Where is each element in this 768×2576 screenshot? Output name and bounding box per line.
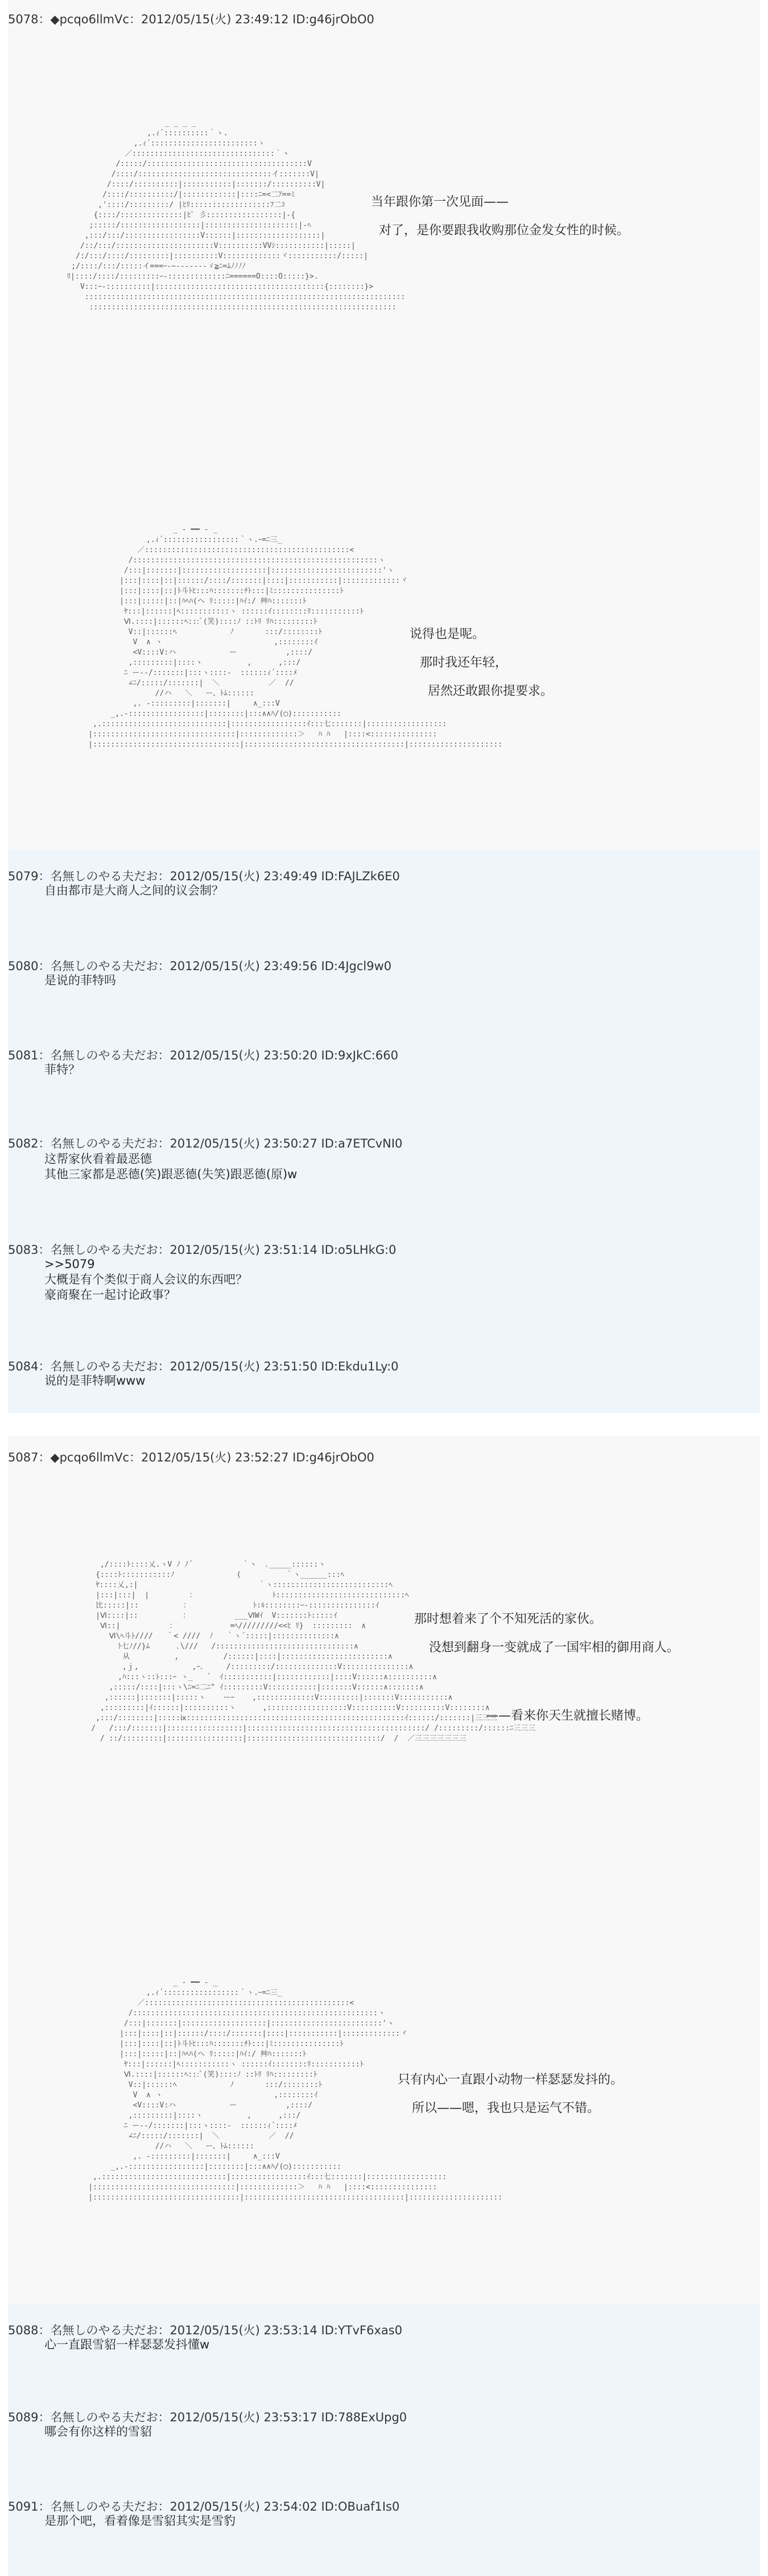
dialogue-line: 只有内心一直跟小动物一样瑟瑟发抖的。 [398,2073,624,2087]
ascii-art-character: _ - ━━ - _ ,.ｨ´:::::::::::::::::｀ヽ.ｰ=ﾆ三_ ／::::::::::::::::::::::::::::::::::::::::::::::< /:::::::::::::::::::::::::::::::::::::::::::::::::::::::ヽ /:::|:::::::|:::::::::::::::::::|:::::::::::::::::::::::::'ヽ |:::|::::|::|::::::/::::/:::::::|::::|:::::::::::|:::::::::::::ヾ |:::|::::|::|ﾄ斗ﾄﾋ:::ﾊ:::::::ﾁﾄ:::|ﾐ:::::::::::::::ﾄ |:::|:::::|::|ﾊﾍﾊ(ヘ ﾘ:::::|ﾊｲ:/ 艸ﾊ:::::::ﾄ ﾔ:::|::::::|ﾍ:::::::::::ヽ ::::::ｲ::::::::ﾘ:::::::::::ﾄ Ⅵ.::::|::::::ﾍ:::ﾞ(笑)::::ﾉ ::ﾄﾘ ﾘﾊ:::::::::ﾄ V::|::::::ﾍ ﾉ :::/::::::::ﾄ V ∧ ヽ ,::::::::ｲ <V::::V:ハ ー ,::::/ ,:::::::::|::::ヽ , ,:::/ ﾆ ー--/:::::::|:::ヽ::::- ::::::ｨ´::::ﾒ ∠ﾆ/:::::/:::::::| ＼ ／ // //ハ ＼ ー、ﾄﾑ:::::: ,. -:::::::::|:::::::| ∧_:::V _,.-:::::::::::::::::|::::::::|:::∧∧ﾊ/(◯)::::::::::: ,.::::::::::::::::::::::::::::|:::::::::::::::::ｲ:::七:::::::|:::::::::::::::::: |::::::::::::::::::::::::::::::::|:::::::::::::＞ ﾊ ﾊ |::::<::::::::::::::: |:::::::::::::::::::::::::::::::::|::::::::::::::::::::::::::::::::::::|::::::::::::::::::::: [71,1978,503,2202]
reply-post [8,1123,760,1223]
post-body: 是那个吧，看着像是雪貂其实是雪豹 [44,2514,236,2528]
ascii-art-character: _ - ━━ - _ ,.ｨ´:::::::::::::::::｀ヽ.ｰ=ﾆ三_ ／::::::::::::::::::::::::::::::::::::::::::::::< /:::::::::::::::::::::::::::::::::::::::::::::::::::::::ヽ /:::|:::::::|:::::::::::::::::::|:::::::::::::::::::::::::'ヽ |:::|::::|::|::::::/::::/:::::::|::::|:::::::::::|:::::::::::::ヾ |:::|::::|::|ﾄ斗ﾄﾋ:::ﾊ:::::::ﾁﾄ:::|ﾐ:::::::::::::::ﾄ |:::|:::::|::|ﾊﾍﾊ(ヘ ﾘ:::::|ﾊｲ:/ 艸ﾊ:::::::ﾄ ﾔ:::|::::::|ﾍ:::::::::::ヽ ::::::ｲ::::::::ﾘ:::::::::::ﾄ Ⅵ.::::|::::::ﾍ:::ﾞ(笑)::::ﾉ ::ﾄﾘ ﾘﾊ:::::::::ﾄ V::|::::::ﾍ ﾉ :::/::::::::ﾄ V ∧ ヽ ,::::::::ｲ <V::::V:ハ ー ,::::/ ,:::::::::|::::ヽ , ,:::/ ﾆ ー--/:::::::|:::ヽ::::- ::::::ｨ´::::ﾒ ∠ﾆ/:::::/:::::::| ＼ ／ // //ハ ＼ ー、ﾄﾑ:::::: ,. -:::::::::|:::::::| ∧_:::V _,.-:::::::::::::::::|::::::::|:::∧∧ﾊ/(◯)::::::::::: ,.::::::::::::::::::::::::::::|:::::::::::::::::ｲ:::七:::::::|:::::::::::::::::: |::::::::::::::::::::::::::::::::|:::::::::::::＞ ﾊ ﾊ |::::<::::::::::::::: |:::::::::::::::::::::::::::::::::|::::::::::::::::::::::::::::::::::::|::::::::::::::::::::: [71,525,503,749]
post-header: 5083：名無しのやる夫だお：2012/05/15(火) 23:51:14 ID:o5LHkG:0 [8,1243,397,1257]
reply-post [8,1032,760,1123]
author-post [8,0,760,850]
dialogue-line: 居然还敢跟你提要求。 [428,684,554,698]
ascii-art-character: ,/::::ﾄ::::乂.ヽV ﾉ ﾉ´ ｀ヽ ､_____::::::ヽ {::::ﾄ:::::::::::ﾉ ( ｀ヽ______:::ﾍ ﾔ::::乂,:| ｀ヽ::::::::::::::::::::::::::ﾍ |:::|:::| | ： ﾄ:::::::::::::::::::::::::::::ﾍ 比:::::|:: ： ﾄ:ﾙ::::::::ｰ‐:::::::::::::::ｲ |Ⅵ::::|:: ： ___ⅥWｲ V:::::::ﾄ:::::ｲ Ⅵ::| ： =ﾍ/////////<<ﾋ ﾘ} ::::::::: ∧ Ⅵ\ﾍ斗ﾄ//// ｀< //// ﾉ ｀ヽ´:::::|::::::::::::::∧ ﾄ七ﾉ//}ﾑ ､\/// /:::::::::::::::::::::::::::::::∧ 从 , /::::::|::::|::::::::::::::::::::::::∧ ,ｊ, ,ｰ､ /:::::::::/::::::::::::::V:::::::::::::::∧ ,ﾊ:::ヽ::ﾄ:::ｰ ヽ_ ´ ｲ:::::::::::|::::::::::::|::::V::::::∧::::::::::∧ ,:::::/::::|:::ヽ\ﾆ=ﾆ二ﾆ" ｲ:::::::::V:::::::::::|:::::::V::::::∧:::::::∧ ,::::::|:::::::|:::::ヽ ーｰ ,:::::::::::::V:::::::::|:::::::V:::::::::::∧ ,:::::::::|ｲ::::::|::::::::::ヽ ,::::::::::::::::::V::::::::::V::::::::::V::::::::∧ ,:::/::::::::|:::::ⅸ:::::::::::::::::::::::::::::::::::::::::::::::::ｲ::::::/:::::::|三三三 / /:::/:::::::|:::::::::::::::::|::::::::::::::::::::::::::::::::::::::::/ /:::::::::/::::::ﾆ三三三 / ::/:::::::::|:::::::::::::::::|::::::::::::::::::::::::::::::/ / ／三三三三三三三 [73,1560,536,1743]
dialogue-line: ——看来你天生就擅长赌博。 [486,1709,649,1723]
post-header: 5082：名無しのやる夫だお：2012/05/15(火) 23:50:27 ID:a7ETCvNI0 [8,1137,403,1150]
dialogue-line: 那时我还年轻， [420,656,508,670]
post-header: 5079：名無しのやる夫だお：2012/05/15(火) 23:49:49 ID:FAJLZk6E0 [8,869,400,883]
dialogue-line: 没想到翻身一变就成了一国牢相的御用商人。 [429,1641,680,1655]
post-body: >>5079 大概是有个类似于商人会议的东西吧？ 豪商聚在一起讨论政事？ [44,1257,247,1302]
reply-post [8,2394,760,2485]
post-header: 5080：名無しのやる夫だお：2012/05/15(火) 23:49:56 ID:4Jgcl9w0 [8,959,392,973]
post-header: 5078：◆pcqo6llmVc：2012/05/15(火) 23:49:12 ID:g46jrObO0 [8,13,374,26]
post-header: 5089：名無しのやる夫だお：2012/05/15(火) 23:53:17 ID:788ExUpg0 [8,2411,407,2424]
post-body: 这帮家伙看着最恶德 其他三家都是恶德(笑)跟恶德(失笑)跟恶德(原)w [44,1152,298,1181]
dialogue-line: 当年跟你第一次见面—— [371,195,509,209]
post-body: 哪会有你这样的雪貂 [44,2425,152,2438]
dialogue-line: 那时想着来了个不知死活的家伙。 [414,1612,602,1626]
reply-post [8,850,760,941]
reply-post [8,2303,760,2394]
reply-post [8,1345,760,1413]
reply-post [8,941,760,1032]
post-body: 是说的菲特吗 [44,974,116,987]
post-header: 5081：名無しのやる夫だお：2012/05/15(火) 23:50:20 ID:9xJkC:660 [8,1049,398,1062]
reply-post [8,2485,760,2576]
post-body: 自由都市是大商人之间的议会制？ [44,884,224,897]
reply-post [8,1223,760,1345]
post-body: 心一直跟雪貂一样瑟瑟发抖懂w [44,2338,210,2351]
ascii-art-character: _ _ _ _ ,.ｨ´::::::::::｀ヽ. ,.ｨ´::::::::::::::::::::::::ヽ ／::::::::::::::::::::::::::::::::｀ヽ /:::::/::::::::::::::::::::::::::::::::::::V /::::/::::::::::::::::::::::::::::::イ:::::::V| /::::/::::::::::|:::::::::::|:::::::/::::::::::V| /::::/::::::::::/|::::::::::::|::::ﾆ=<二ｱ==ﾐ ,'::::/:::::::::/ |ﾋﾘ::::::::::::::::::ﾌ二ｺ {::::/::::::::::::::|ﾋﾞ 彡:::::::::::::::::|-{ ;:::::/::::::::::::::::::|:::::::::::::::::::::|-ﾍ ,:::/:::/:::::::::::::::::V::::::|:::::::::::::::::::| /::/:::/::::::::::::::::::::::V::::::::::VVｼ:::::::::::|:::::| /:/:::/::::/:::::::::|::::::::::V:::::::::::::ヾ:::::::::::/:::::| ;/::::/:::/:::::イ===ｰ-~-------ゞ≧ﾆ=ﾑﾉﾉﾉﾉ ﾘ|::::/::::/:::::::::ｰ-:::::::::::::ﾆ======O::::O:::::}>. V:::ｰ-::::::::::|::::::::::::::::::::::::::::::::::::::{::::::::}> :::::::::::::::::::::::::::::::::::::::::::::::::::::::::::::::::::::::: ::::::::::::::::::::::::::::::::::::::::::::::::::::::::::::::::::::: [53,119,406,312]
dialogue-line: 对了，是你要跟我收购那位金发女性的时候。 [379,223,630,238]
dialogue-line: 说得也是呢。 [410,627,485,641]
post-body: 说的是菲特啊www [44,1374,146,1388]
post-header: 5091：名無しのやる夫だお：2012/05/15(火) 23:54:02 ID:OBuaf1Is0 [8,2500,400,2513]
post-header: 5084：名無しのやる夫だお：2012/05/15(火) 23:51:50 ID:Ekdu1Ly:0 [8,1360,399,1373]
post-header: 5087：◆pcqo6llmVc：2012/05/15(火) 23:52:27 ID:g46jrObO0 [8,1451,374,1464]
post-header: 5088：名無しのやる夫だお：2012/05/15(火) 23:53:14 ID:YTvF6xas0 [8,2324,403,2337]
dialogue-line: 所以——嗯，我也只是运气不错。 [412,2101,600,2115]
author-post [8,1436,760,2303]
post-body: 菲特？ [44,1063,80,1076]
